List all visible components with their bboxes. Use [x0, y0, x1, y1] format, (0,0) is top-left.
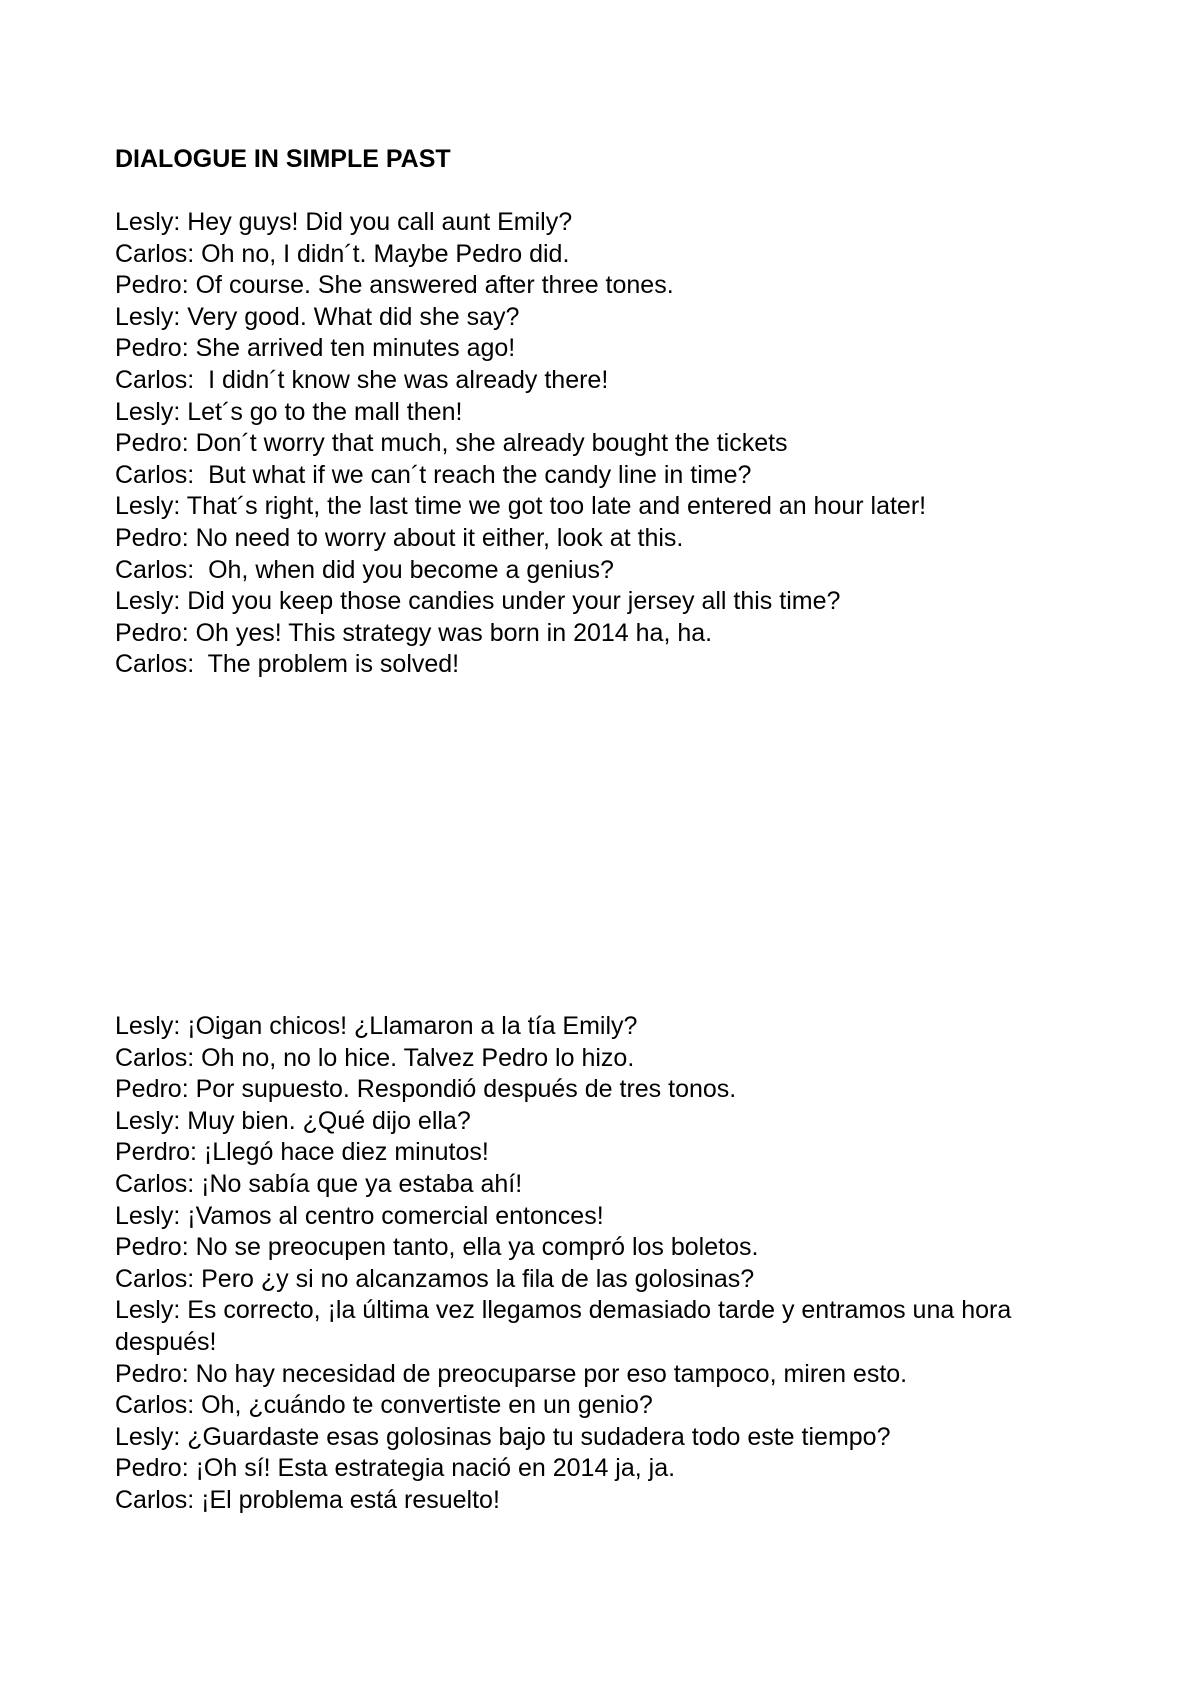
dialogue-line: Pedro: No hay necesidad de preocuparse por eso tampoco, miren esto.: [115, 1359, 908, 1388]
dialogue-line: Pedro: Don´t worry that much, she already bought the tickets: [115, 429, 788, 458]
dialogue-line: Carlos: Oh, when did you become a genius?: [115, 555, 614, 584]
dialogue-line: Carlos: The problem is solved!: [115, 650, 460, 679]
dialogue-line: Lesly: ¡Oigan chicos! ¿Llamaron a la tía Emily?: [115, 1012, 638, 1040]
dialogue-line: Perdro: ¡Llegó hace diez minutos!: [115, 1138, 489, 1167]
dialogue-line: Lesly: Hey guys! Did you call aunt Emily?: [115, 208, 573, 236]
dialogue-line: Pedro: Oh yes! This strategy was born in 2014 ha, ha.: [115, 618, 713, 647]
dialogue-line: Lesly: ¿Guardaste esas golosinas bajo tu sudadera todo este tiempo?: [115, 1422, 891, 1451]
dialogue-line: Pedro: ¡Oh sí! Esta estrategia nació en 2014 ja, ja.: [115, 1454, 676, 1483]
dialogue-line: Lesly: Did you keep those candies under your jersey all this time?: [115, 587, 841, 616]
dialogue-line: Carlos: Oh no, I didn´t. Maybe Pedro did.: [115, 239, 570, 268]
dialogue-line: Pedro: No need to worry about it either, look at this.: [115, 523, 684, 552]
dialogue-line: Carlos: But what if we can´t reach the candy line in time?: [115, 460, 752, 489]
dialogue-line: Carlos: I didn´t know she was already there!: [115, 365, 609, 394]
dialogue-line: Pedro: Por supuesto. Respondió después de tres tonos.: [115, 1075, 737, 1104]
dialogue-line: Lesly: Let´s go to the mall then!: [115, 397, 463, 426]
spanish-dialogue: [115, 1011, 1115, 1517]
english-dialogue: [115, 207, 1115, 681]
dialogue-line: Lesly: That´s right, the last time we got too late and entered an hour later!: [115, 492, 927, 521]
dialogue-line: Lesly: Muy bien. ¿Qué dijo ella?: [115, 1106, 471, 1135]
dialogue-line: Pedro: She arrived ten minutes ago!: [115, 334, 516, 363]
document-title: DIALOGUE IN SIMPLE PAST: [115, 145, 451, 173]
dialogue-line: Pedro: No se preocupen tanto, ella ya compró los boletos.: [115, 1233, 759, 1262]
dialogue-line: Carlos: Pero ¿y si no alcanzamos la fila de las golosinas?: [115, 1264, 755, 1293]
dialogue-line: Pedro: Of course. She answered after three tones.: [115, 271, 674, 300]
dialogue-line: Carlos: Oh no, no lo hice. Talvez Pedro lo hizo.: [115, 1043, 635, 1072]
dialogue-line: Carlos: ¡El problema está resuelto!: [115, 1485, 500, 1514]
dialogue-line: Lesly: Very good. What did she say?: [115, 302, 520, 331]
dialogue-line: Lesly: ¡Vamos al centro comercial entonces!: [115, 1201, 604, 1230]
dialogue-line: Lesly: Es correcto, ¡la última vez llegamos demasiado tarde y entramos una hora después!: [115, 1296, 1019, 1356]
dialogue-line: Carlos: Oh, ¿cuándo te convertiste en un genio?: [115, 1391, 653, 1420]
dialogue-line: Carlos: ¡No sabía que ya estaba ahí!: [115, 1169, 523, 1198]
